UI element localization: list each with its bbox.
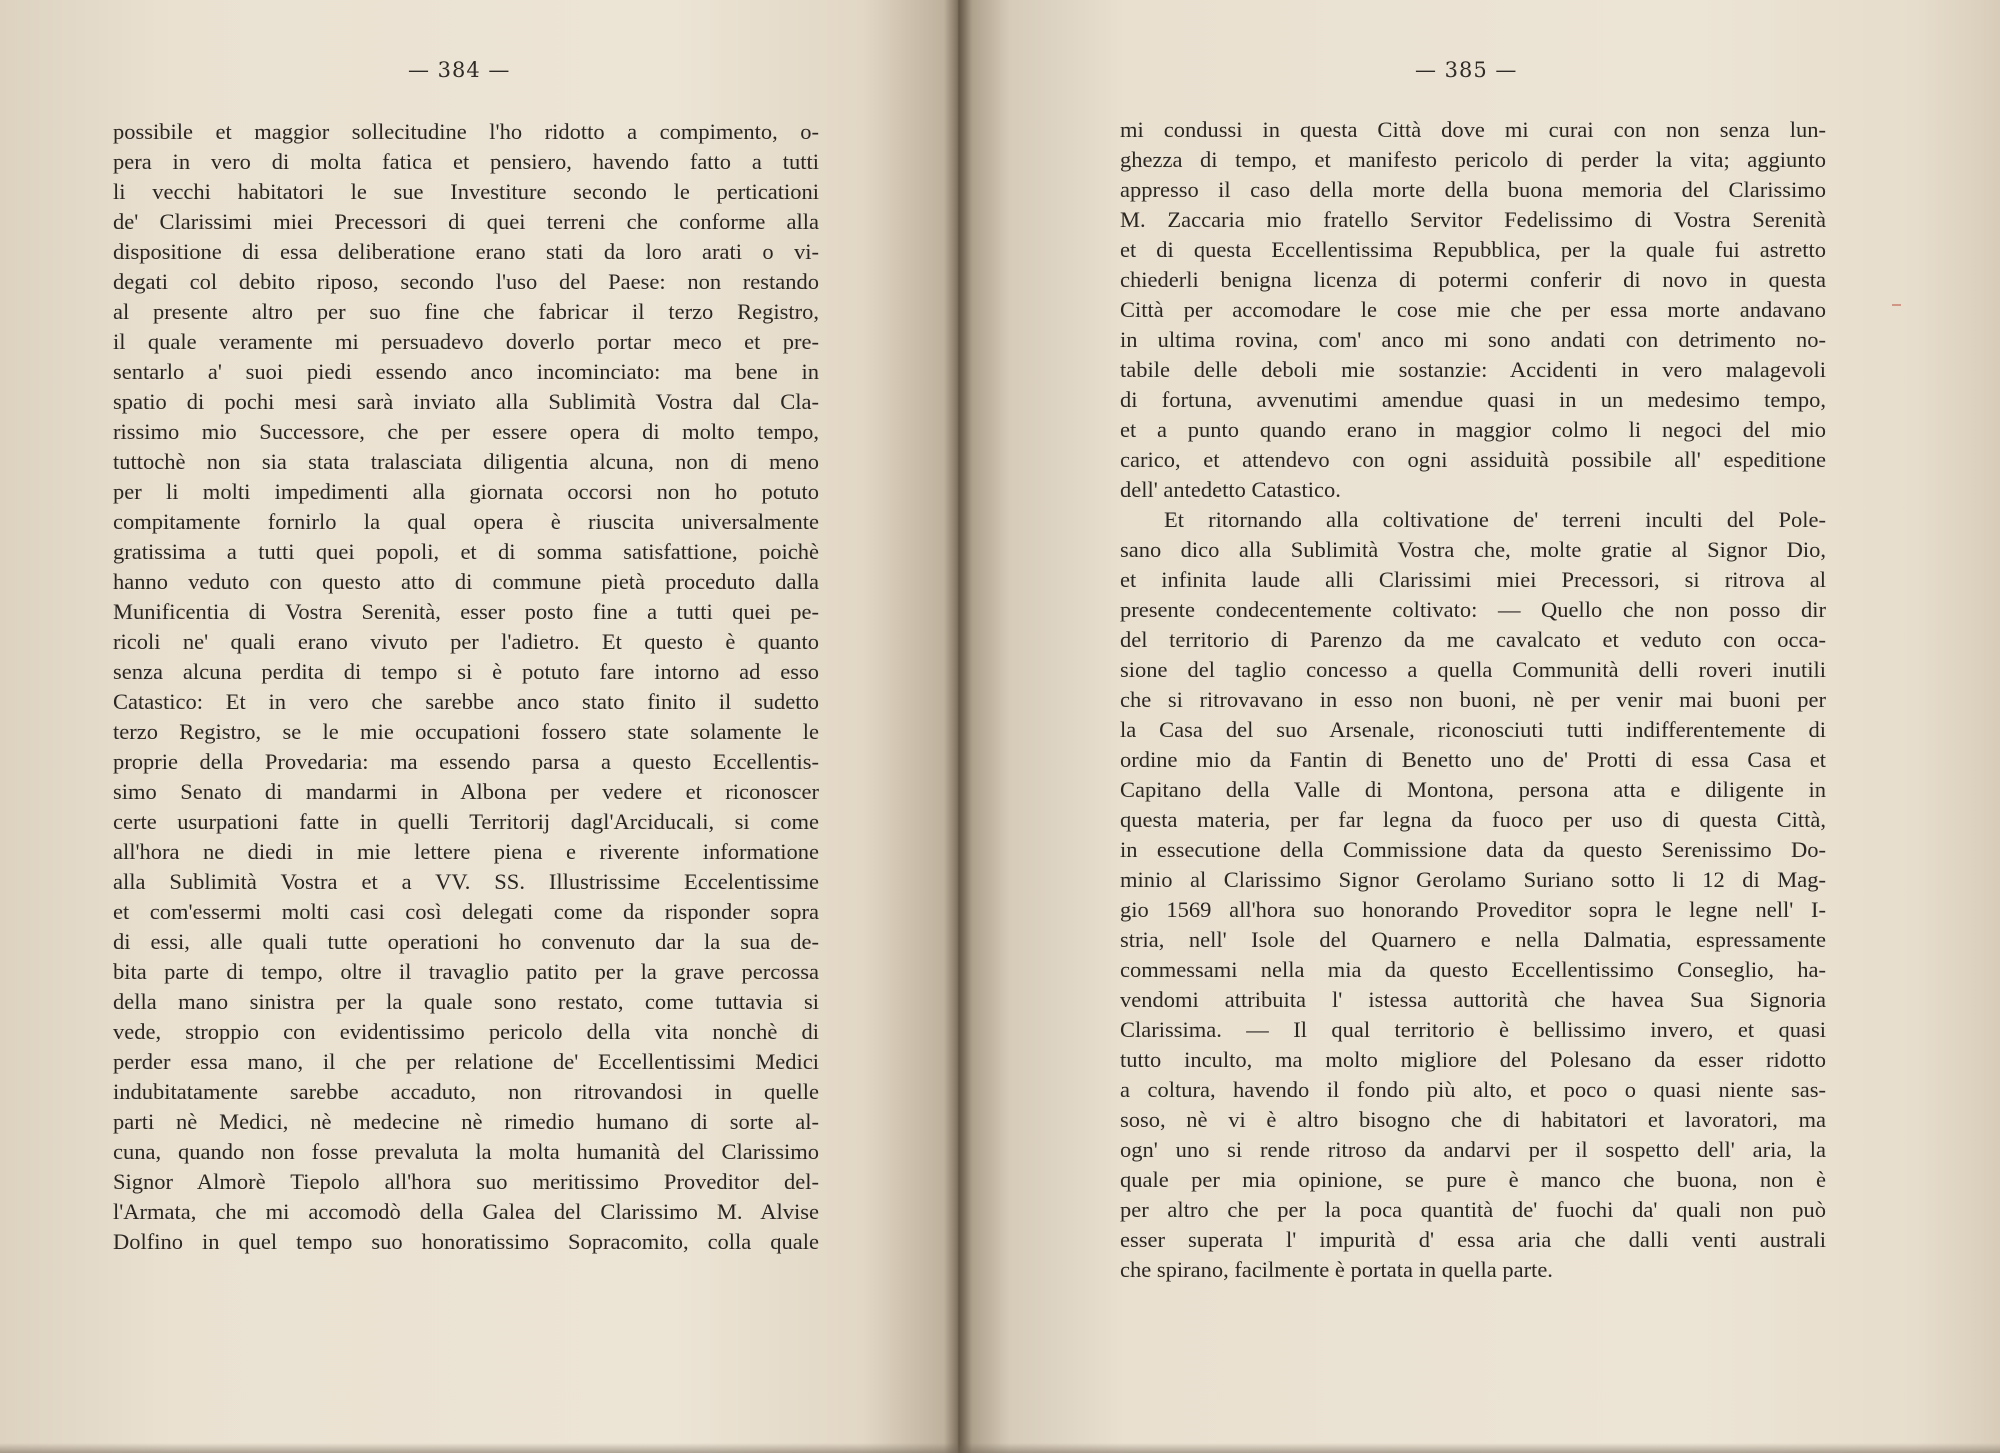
text-line: et com'essermi molti casi così delegati come da risponder sopra (113, 899, 819, 924)
text-line: pera in vero di molta fatica et pensiero, havendo fatto a tutti (113, 149, 819, 174)
text-line: vede, stroppio con evidentissimo pericolo della vita nonchè di (113, 1019, 819, 1044)
text-line: simo Senato di mandarmi in Albona per vedere et riconoscer (113, 779, 819, 804)
text-line: Dolfino in quel tempo suo honoratissimo Sopracomito, colla quale (113, 1229, 819, 1254)
text-line: hanno veduto con questo atto di commune pietà proceduto dalla (113, 569, 819, 594)
text-line: all'hora ne diedi in mie lettere piena e riverente informatione (113, 839, 819, 864)
right-page-number: — 385 — (1415, 58, 1518, 82)
text-line: tuttochè non sia stata tralasciata diligentia alcuna, non di meno (113, 449, 819, 474)
text-line: et di questa Eccellentissima Repubblica, per la quale fui astretto (1120, 237, 1826, 262)
text-line: di fortuna, avvenutimi amendue quasi in un medesimo tempo, (1120, 387, 1826, 412)
text-line: del territorio di Parenzo da me cavalcato et veduto con occa- (1120, 627, 1826, 652)
text-line: per li molti impedimenti alla giornata occorsi non ho potuto (113, 479, 819, 504)
text-line: l'Armata, che mi accomodò della Galea del Clarissimo M. Alvise (113, 1199, 819, 1224)
text-line: gratissima a tutti quei popoli, et di somma satisfattione, poichè (113, 539, 819, 564)
left-page-number: — 384 — (408, 58, 511, 82)
text-line: Città per accomodare le cose mie che per essa morte andavano (1120, 297, 1826, 322)
text-line: vendomi attribuita l' istessa auttorità che havea Sua Signoria (1120, 987, 1826, 1012)
text-line: dell' antedetto Catastico. (1120, 477, 1341, 502)
text-line: presente condecentemente coltivato: — Quello che non posso dir (1120, 597, 1826, 622)
text-line: a coltura, havendo il fondo più alto, et poco o quasi niente sas- (1120, 1077, 1826, 1102)
page-bottom-edge (0, 1443, 2000, 1453)
text-line: sione del taglio concesso a quella Communità delli roveri inutili (1120, 657, 1826, 682)
text-line: ogn' uno si rende ritroso da andarvi per il sospetto dell' aria, la (1120, 1137, 1826, 1162)
text-line: alla Sublimità Vostra et a VV. SS. Illustrissime Eccelentissime (113, 869, 819, 894)
text-line: dispositione di essa deliberatione erano stati da loro arati o vi- (113, 239, 819, 264)
text-line: sentarlo a' suoi piedi essendo anco incominciato: ma bene in (113, 359, 819, 384)
text-line: spatio di pochi mesi sarà inviato alla Sublimità Vostra dal Cla- (113, 389, 819, 414)
text-line: possibile et maggior sollecitudine l'ho ridotto a compimento, o- (113, 119, 819, 144)
text-line: quale per mia opinione, se pure è manco che buona, non è (1120, 1167, 1826, 1192)
text-line: della mano sinistra per la quale sono restato, come tuttavia si (113, 989, 819, 1014)
text-line: li vecchi habitatori le sue Investiture secondo le perticationi (113, 179, 819, 204)
text-line: di essi, alle quali tutte operationi ho convenuto dar la sua de- (113, 929, 819, 954)
text-line: certe usurpationi fatte in quelli Territorij dagl'Arciducali, si come (113, 809, 819, 834)
text-line: bita parte di tempo, oltre il travaglio patito per la grave percossa (113, 959, 819, 984)
text-line: ghezza di tempo, et manifesto pericolo di perder la vita; aggiunto (1120, 147, 1826, 172)
text-line: perder essa mano, il che per relatione de' Eccellentissimi Medici (113, 1049, 819, 1074)
text-line: rissimo mio Successore, che per essere opera di molto tempo, (113, 419, 819, 444)
ink-smudge (1892, 304, 1901, 306)
text-line: et infinita laude alli Clarissimi miei Precessori, si ritrova al (1120, 567, 1826, 592)
text-line: mi condussi in questa Città dove mi curai con non senza lun- (1120, 117, 1826, 142)
text-line: cuna, quando non fosse prevaluta la molta humanità del Clarissimo (113, 1139, 819, 1164)
text-line: minio al Clarissimo Signor Gerolamo Suriano sotto li 12 di Mag- (1120, 867, 1826, 892)
text-line: compitamente fornirlo la qual opera è riuscita universalmente (113, 509, 819, 534)
text-line: esser superata l' impurità d' essa aria che dalli venti australi (1120, 1227, 1826, 1252)
text-line: Capitano della Valle di Montona, persona atta e diligente in (1120, 777, 1826, 802)
text-line: Et ritornando alla coltivatione de' terreni inculti del Pole- (1164, 507, 1826, 532)
text-line: et a punto quando erano in maggior colmo li negoci del mio (1120, 417, 1826, 442)
text-line: stria, nell' Isole del Quarnero e nella Dalmatia, espressamente (1120, 927, 1826, 952)
text-line: ordine mio da Fantin di Benetto uno de' Protti di essa Casa et (1120, 747, 1826, 772)
text-line: soso, nè vi è altro bisogno che di habitatori et lavoratori, ma (1120, 1107, 1826, 1132)
text-line: proprie della Provedaria: ma essendo parsa a questo Eccellentis- (113, 749, 819, 774)
left-page-text (113, 117, 819, 1257)
right-page-text (1120, 115, 1826, 1285)
text-line: de' Clarissimi miei Precessori di quei terreni che conforme alla (113, 209, 819, 234)
text-line: il quale veramente mi persuadevo doverlo portar meco et pre- (113, 329, 819, 354)
text-line: appresso il caso della morte della buona memoria del Clarissimo (1120, 177, 1826, 202)
right-page (958, 0, 2000, 1453)
text-line: indubitatamente sarebbe accaduto, non ritrovandosi in quelle (113, 1079, 819, 1104)
text-line: tutto inculto, ma molto migliore del Polesano da esser ridotto (1120, 1047, 1826, 1072)
text-line: in essecutione della Commissione data da questo Serenissimo Do- (1120, 837, 1826, 862)
left-page (0, 0, 958, 1453)
text-line: parti nè Medici, nè medecine nè rimedio humano di sorte al- (113, 1109, 819, 1134)
text-line: che si ritrovavano in esso non buoni, nè per venir mai buoni per (1120, 687, 1826, 712)
text-line: in ultima rovina, com' anco mi sono andati con detrimento no- (1120, 327, 1826, 352)
text-line: gio 1569 all'hora suo honorando Proveditor sopra le legne nell' I- (1120, 897, 1826, 922)
text-line: Munificentia di Vostra Serenità, esser posto fine a tutti quei pe- (113, 599, 819, 624)
text-line: al presente altro per suo fine che fabricar il terzo Registro, (113, 299, 819, 324)
text-line: sano dico alla Sublimità Vostra che, molte gratie al Signor Dio, (1120, 537, 1826, 562)
text-line: Signor Almorè Tiepolo all'hora suo meritissimo Proveditor del- (113, 1169, 819, 1194)
text-line: questa materia, per far legna da fuoco per uso di questa Città, (1120, 807, 1826, 832)
text-line: senza alcuna perdita di tempo si è potuto fare intorno ad esso (113, 659, 819, 684)
text-line: M. Zaccaria mio fratello Servitor Fedelissimo di Vostra Serenità (1120, 207, 1826, 232)
text-line: la Casa del suo Arsenale, riconosciuti tutti indifferentemente di (1120, 717, 1826, 742)
text-line: carico, et attendevo con ogni assiduità possibile all' espeditione (1120, 447, 1826, 472)
text-line: commessami nella mia da questo Eccellentissimo Conseglio, ha- (1120, 957, 1826, 982)
text-line: tabile delle deboli mie sostanzie: Accidenti in vero malagevoli (1120, 357, 1826, 382)
text-line: per altro che per la poca quantità de' fuochi da' quali non può (1120, 1197, 1826, 1222)
text-line: Clarissima. — Il qual territorio è bellissimo invero, et quasi (1120, 1017, 1826, 1042)
text-line: ricoli ne' quali erano vivuto per l'adietro. Et questo è quanto (113, 629, 819, 654)
text-line: degati col debito riposo, secondo l'uso del Paese: non restando (113, 269, 819, 294)
text-line: che spirano, facilmente è portata in quella parte. (1120, 1257, 1553, 1282)
text-line: Catastico: Et in vero che sarebbe anco stato finito il sudetto (113, 689, 819, 714)
text-line: terzo Registro, se le mie occupationi fossero state solamente le (113, 719, 819, 744)
book-gutter-shadow (944, 0, 972, 1453)
text-line: chiederli benigna licenza di potermi conferir di novo in questa (1120, 267, 1826, 292)
